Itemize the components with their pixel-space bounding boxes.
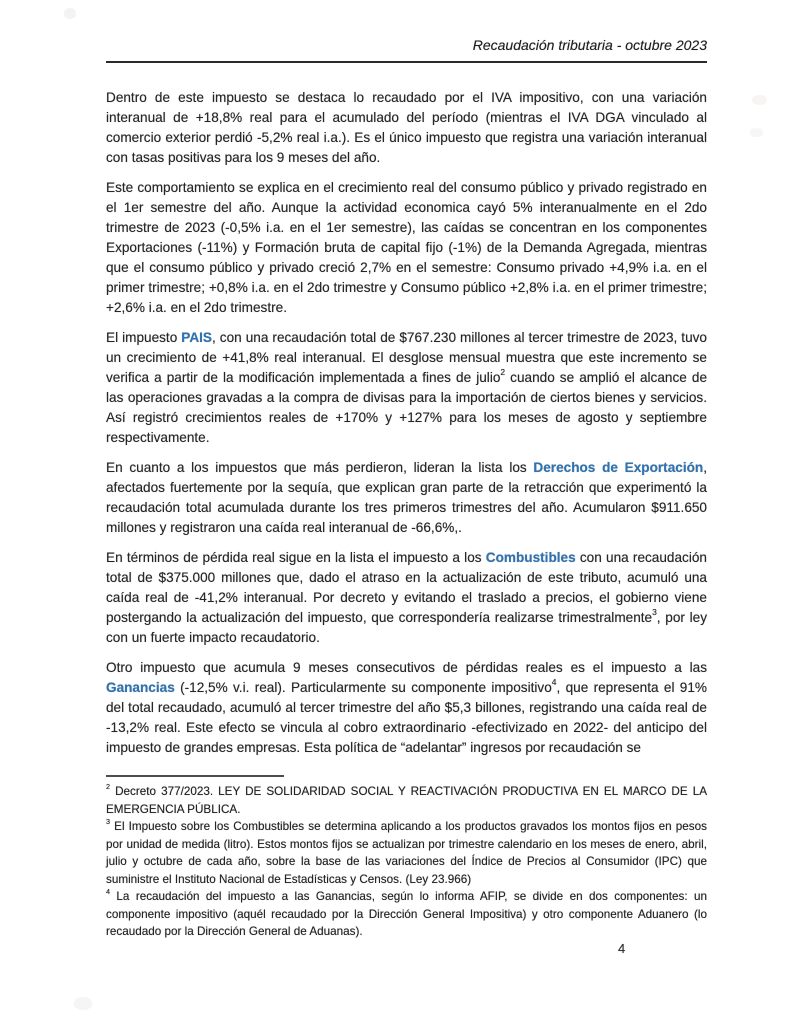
- footnote-marker: 4: [106, 887, 111, 897]
- paragraph: [106, 328, 707, 448]
- tax-term-highlight: Derechos de Exportación: [533, 460, 704, 475]
- paragraph: [106, 88, 707, 168]
- paragraph: [106, 548, 707, 648]
- paragraph: [106, 178, 707, 318]
- footnote-reference: 4: [551, 677, 557, 688]
- footnote-reference: 3: [652, 607, 657, 618]
- tax-term-highlight: Combustibles: [485, 550, 576, 565]
- scan-artifact: [64, 8, 76, 19]
- document-body: [106, 88, 707, 758]
- paragraph-text: Este comportamiento se explica en el crecimiento real del consumo público y privado registrado en el 1er semestre del año. Aunque la actividad economica cayó 5% interanualmente en el 2do trimestre de 2023 (-0,5% i.a. en el 1er semestre), las caídas se concentran en los componentes Exportaciones (-11%) y Formación bruta de capital fijo (-1%) de la Demanda Agregada, mientras que el consumo público y privado creció 2,7% en el semestre: Consumo privado +4,9% i.a. en el primer trimestre; +0,8% i.a. en el 2do trimestre y Consumo público +2,8% i.a. en el primer trimestre; +2,6% i.a. en el 2do trimestre.: [106, 180, 707, 315]
- footnote-separator: [106, 775, 284, 777]
- paragraph-text: , afectados fuertemente por la sequía, que explican gran parte de la retracción que experimentó la recaudación total acumulada durante los tres primeros trimestres del año. Acumularon $911.650 millones y registraron una caída real interanual de -66,6%,.: [106, 460, 707, 535]
- paragraph-text: En términos de pérdida real sigue en la lista el impuesto a los: [106, 550, 486, 565]
- footnote-reference: 2: [500, 367, 506, 378]
- scan-artifact: [74, 997, 92, 1010]
- footnote-text: El Impuesto sobre los Combustibles se determina aplicando a los productos gravados los montos fijos en pesos por unidad de medida (litro). Estos montos fijos se actualizan por trimestre calendario en los meses de enero, abril, julio y octubre de cada año, sobre la base de las variaciones del Índice de Precios al Consumidor (IPC) que suministre el Instituto Nacional de Estadísticas y Censos. (Ley 23.966): [106, 820, 707, 886]
- paragraph-text: cuando se amplió el alcance de las operaciones gravadas a la compra de divisas para la importación de ciertos bienes y servicios. Así registró crecimientos reales de +170% y +127% para los meses de agosto y septiembre respectivamente.: [106, 370, 708, 445]
- footnote: [106, 783, 707, 818]
- footnote: [106, 888, 707, 941]
- paragraph-text: Otro impuesto que acumula 9 meses consecutivos de pérdidas reales es el impuesto a las: [106, 660, 707, 675]
- paragraph-text: , con una recaudación total de $767.230 millones al tercer trimestre de 2023, tuvo un crecimiento de +41,8% real interanual. El desglose mensual muestra que este incremento se verifica a partir de la modificación implementada a fines de julio: [106, 330, 707, 385]
- paragraph-text: , que representa el 91% del total recaudado, acumuló al tercer trimestre del año $5,3 billones, registrando una caída real de -13,2% real. Este efecto se vincula al cobro extraordinario -efectivizado en 2022- del anticipo del impuesto de grandes empresas. Esta política de “adelantar” ingresos por recaudación se: [106, 680, 707, 755]
- page-number: 4: [618, 941, 626, 956]
- paragraph-text: El impuesto: [106, 330, 182, 345]
- footnotes-list: [106, 783, 707, 941]
- tax-term-highlight: PAIS: [181, 330, 212, 345]
- footnote-marker: 2: [106, 782, 111, 792]
- tax-term-highlight: Ganancias: [106, 680, 175, 695]
- paragraph: [106, 658, 707, 758]
- footnote-area: [106, 775, 707, 941]
- footnote-marker: 3: [106, 817, 111, 827]
- paragraph-text: , por ley con un fuerte impacto recaudatorio.: [106, 610, 707, 645]
- footnote-text: Decreto 377/2023. LEY DE SOLIDARIDAD SOCIAL Y REACTIVACIÓN PRODUCTIVA EN EL MARCO DE LA EMERGENCIA PÚBLICA.: [106, 785, 707, 816]
- footnote-text: La recaudación del impuesto a las Ganancias, según lo informa AFIP, se divide en dos componentes: un componente impositivo (aquél recaudado por la Dirección General Impositiva) y otro componente Aduanero (lo recaudado por la Dirección General de Aduanas).: [106, 890, 707, 938]
- paragraph-text: Dentro de este impuesto se destaca lo recaudado por el IVA impositivo, con una variación interanual de +18,8% real para el acumulado del período (mientras el IVA DGA vinculado al comercio exterior perdió -5,2% real i.a.). Es el único impuesto que registra una variación interanual con tasas positivas para los 9 meses del año.: [106, 90, 707, 165]
- paragraph-text: En cuanto a los impuestos que más perdieron, lideran la lista los: [106, 460, 534, 475]
- footnote: [106, 818, 707, 888]
- paragraph-text: (-12,5% v.i. real). Particularmente su componente impositivo: [174, 680, 552, 695]
- scan-artifact: [750, 128, 763, 137]
- header-title: Recaudación tributaria - octubre 2023: [472, 37, 707, 53]
- paragraph: [106, 458, 707, 538]
- paragraph-text: con una recaudación total de $375.000 millones que, dado el atraso en la actualización de este tributo, acumuló una caída real de -41,2% interanual. Por decreto y evitando el traslado a precios, el gobierno viene postergando la actualización del impuesto, que correspondería realizarse trimestralmente: [106, 550, 707, 625]
- page-header: [106, 36, 707, 63]
- scan-artifact: [752, 95, 767, 105]
